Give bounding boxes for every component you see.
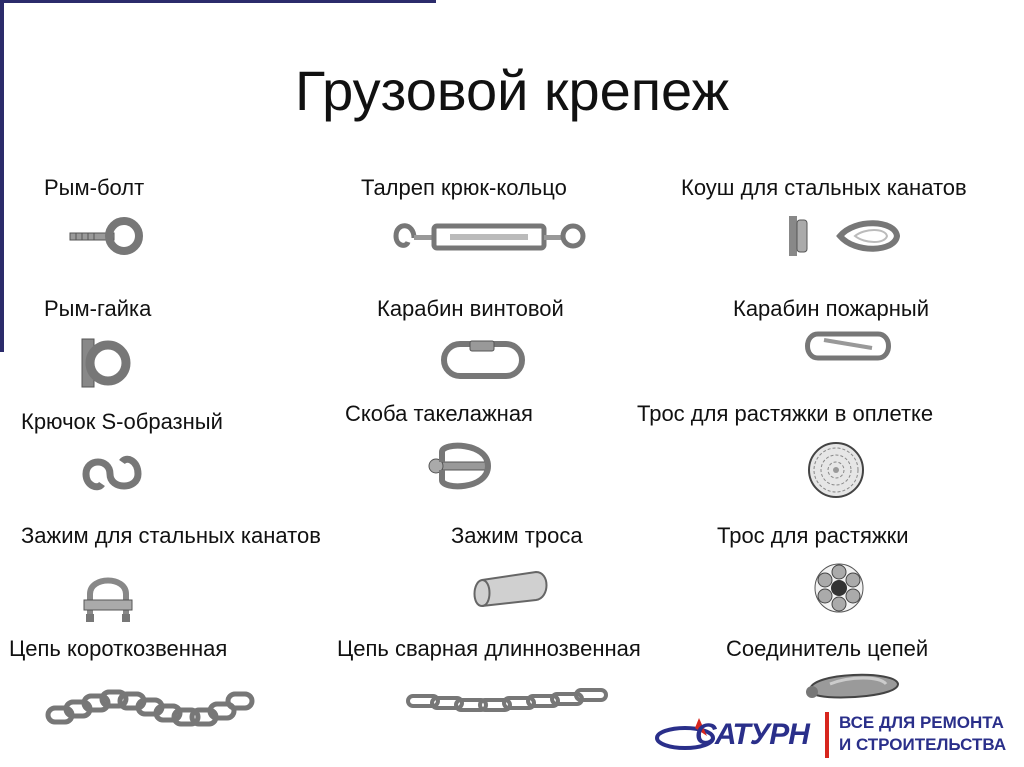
ferrule-icon — [470, 566, 554, 610]
item-label: Крючок S-образный — [21, 409, 223, 434]
item-label: Зажим троса — [451, 523, 583, 548]
item-label: Трос для растяжки в оплетке — [637, 401, 934, 426]
fire-carabiner-icon — [802, 328, 894, 364]
item-label: Цепь короткозвенная — [9, 636, 228, 661]
item-label: Скоба такелажная — [345, 401, 533, 426]
item-label: Коуш для стальных канатов — [681, 175, 967, 200]
braided-rope-icon — [806, 440, 866, 500]
item-label: Трос для растяжки — [717, 523, 909, 548]
item-label: Зажим для стальных канатов — [21, 523, 321, 548]
item-label: Рым-гайка — [44, 296, 152, 321]
thimble-icon — [785, 212, 905, 260]
item-label: Талреп крюк-кольцо — [361, 175, 567, 200]
item-label: Карабин винтовой — [377, 296, 564, 321]
long-link-chain-icon — [406, 684, 610, 718]
saturn-logo — [655, 708, 1015, 764]
slide-frame-top — [0, 0, 436, 3]
logo-wordmark: САТУРН — [695, 718, 809, 751]
item-label: Карабин пожарный — [733, 296, 930, 321]
s-hook-icon — [80, 450, 146, 496]
short-link-chain-icon — [44, 682, 264, 732]
logo-tagline-line-1: ВСЕ ДЛЯ РЕМОНТА — [839, 713, 1004, 732]
wire-rope-clip-icon — [80, 570, 136, 624]
logo-divider — [825, 712, 829, 758]
logo-tagline — [839, 712, 1006, 756]
wire-rope-icon — [811, 560, 867, 616]
item-label: Соединитель цепей — [726, 636, 929, 661]
shackle-icon — [428, 440, 494, 496]
item-label: Рым-болт — [44, 175, 145, 200]
turnbuckle-icon — [390, 216, 590, 256]
eye-nut-icon — [76, 335, 136, 391]
item-label: Цепь сварная длиннозвенная — [337, 636, 641, 661]
eye-bolt-icon — [68, 214, 144, 258]
chain-connector-icon — [800, 666, 904, 708]
slide-frame-left — [0, 0, 4, 352]
page-title: Грузовой крепеж — [294, 59, 730, 122]
logo-tagline-line-2: И СТРОИТЕЛЬСТВА — [839, 735, 1007, 754]
screw-carabiner-icon — [440, 340, 526, 380]
